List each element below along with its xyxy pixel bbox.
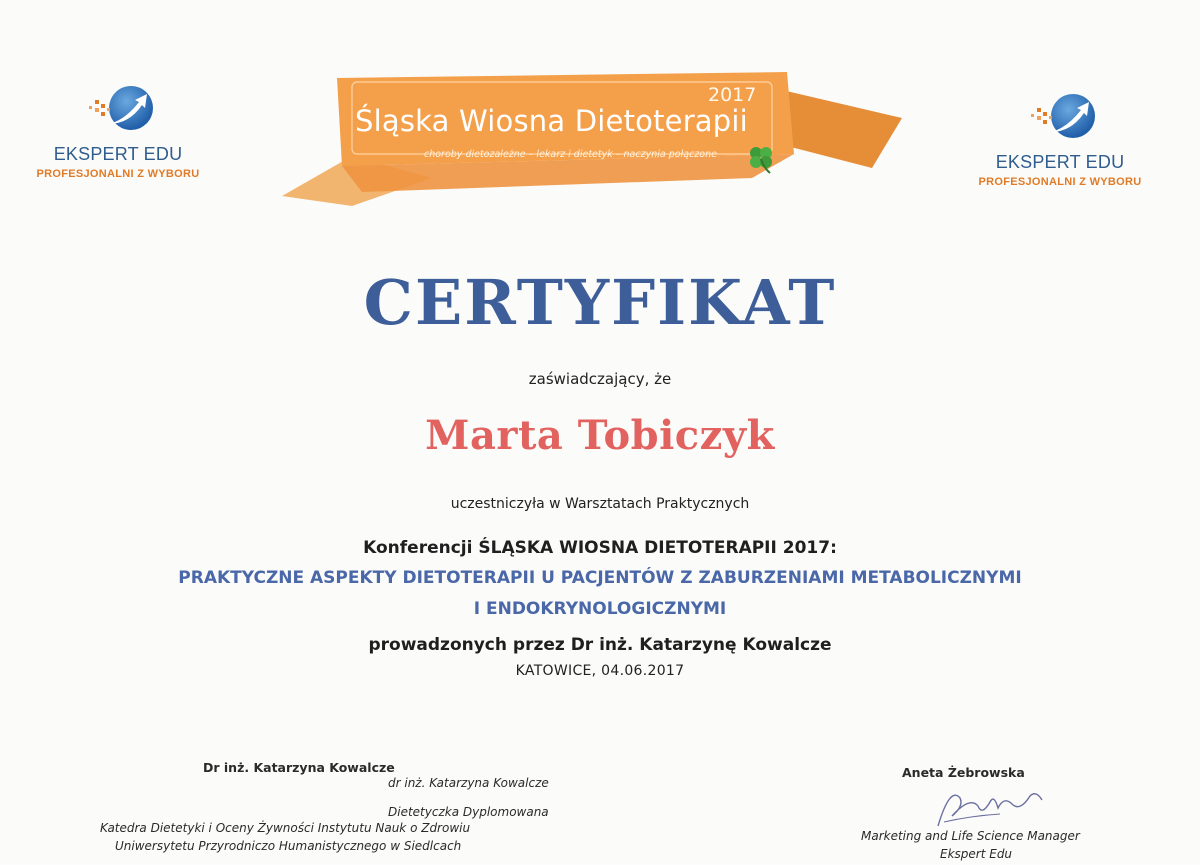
topic-line-1: PRAKTYCZNE ASPEKTY DIETOTERAPII U PACJENTÓW Z ZABURZENIAMI METABOLICZNYMI <box>178 568 1022 588</box>
brand-tagline: PROFESJONALNI Z WYBORU <box>978 176 1142 188</box>
stamp-title: Dietetyczka Dyplomowana <box>388 805 549 819</box>
led-by-text: prowadzonych przez Dr inż. Katarzynę Kowalcze <box>368 635 832 655</box>
brand-tagline: PROFESJONALNI Z WYBORU <box>36 168 200 180</box>
conference-banner <box>282 68 902 208</box>
certificate-title: CERTYFIKAT <box>363 266 837 339</box>
signatory-right-org: Ekspert Edu <box>940 847 1013 861</box>
recipient-name: Marta Tobiczyk <box>425 412 775 459</box>
stamp-department: Katedra Dietetyki i Oceny Żywności Instytutu Nauk o Zdrowiu <box>100 821 471 835</box>
signatory-left-name: Dr inż. Katarzyna Kowalcze <box>203 760 395 775</box>
signatory-right-role: Marketing and Life Science Manager <box>861 829 1080 843</box>
brand-name: EKSPERT EDU <box>53 144 183 164</box>
topic-line-2: I ENDOKRYNOLOGICZNYMI <box>473 599 727 619</box>
attest-text: zaświadczający, że <box>528 370 672 388</box>
place-date: KATOWICE, 04.06.2017 <box>515 663 685 679</box>
participation-text: uczestniczyła w Warsztatach Praktycznych <box>450 496 750 512</box>
banner-subtitle: choroby dietozależne – lekarz i dietetyk – naczynia połączone <box>424 149 717 160</box>
conference-name: Konferencji ŚLĄSKA WIOSNA DIETOTERAPII 2017: <box>363 538 837 558</box>
brand-name: EKSPERT EDU <box>995 152 1125 172</box>
banner-year: 2017 <box>708 84 757 106</box>
banner-title: Śląska Wiosna Dietoterapii <box>355 104 748 138</box>
signatory-right-name: Aneta Żebrowska <box>902 765 1025 780</box>
ekspert-edu-logo-icon <box>73 80 163 140</box>
handwritten-signature <box>930 776 1050 836</box>
clover-icon <box>744 142 778 176</box>
ekspert-edu-logo-icon <box>1015 88 1105 148</box>
stamp-name: dr inż. Katarzyna Kowalcze <box>388 776 549 790</box>
ekspert-edu-logo-right <box>960 88 1160 188</box>
stamp-university: Uniwersytetu Przyrodniczo Humanistycznego w Siedlcach <box>115 839 462 853</box>
ekspert-edu-logo-left <box>18 80 218 180</box>
